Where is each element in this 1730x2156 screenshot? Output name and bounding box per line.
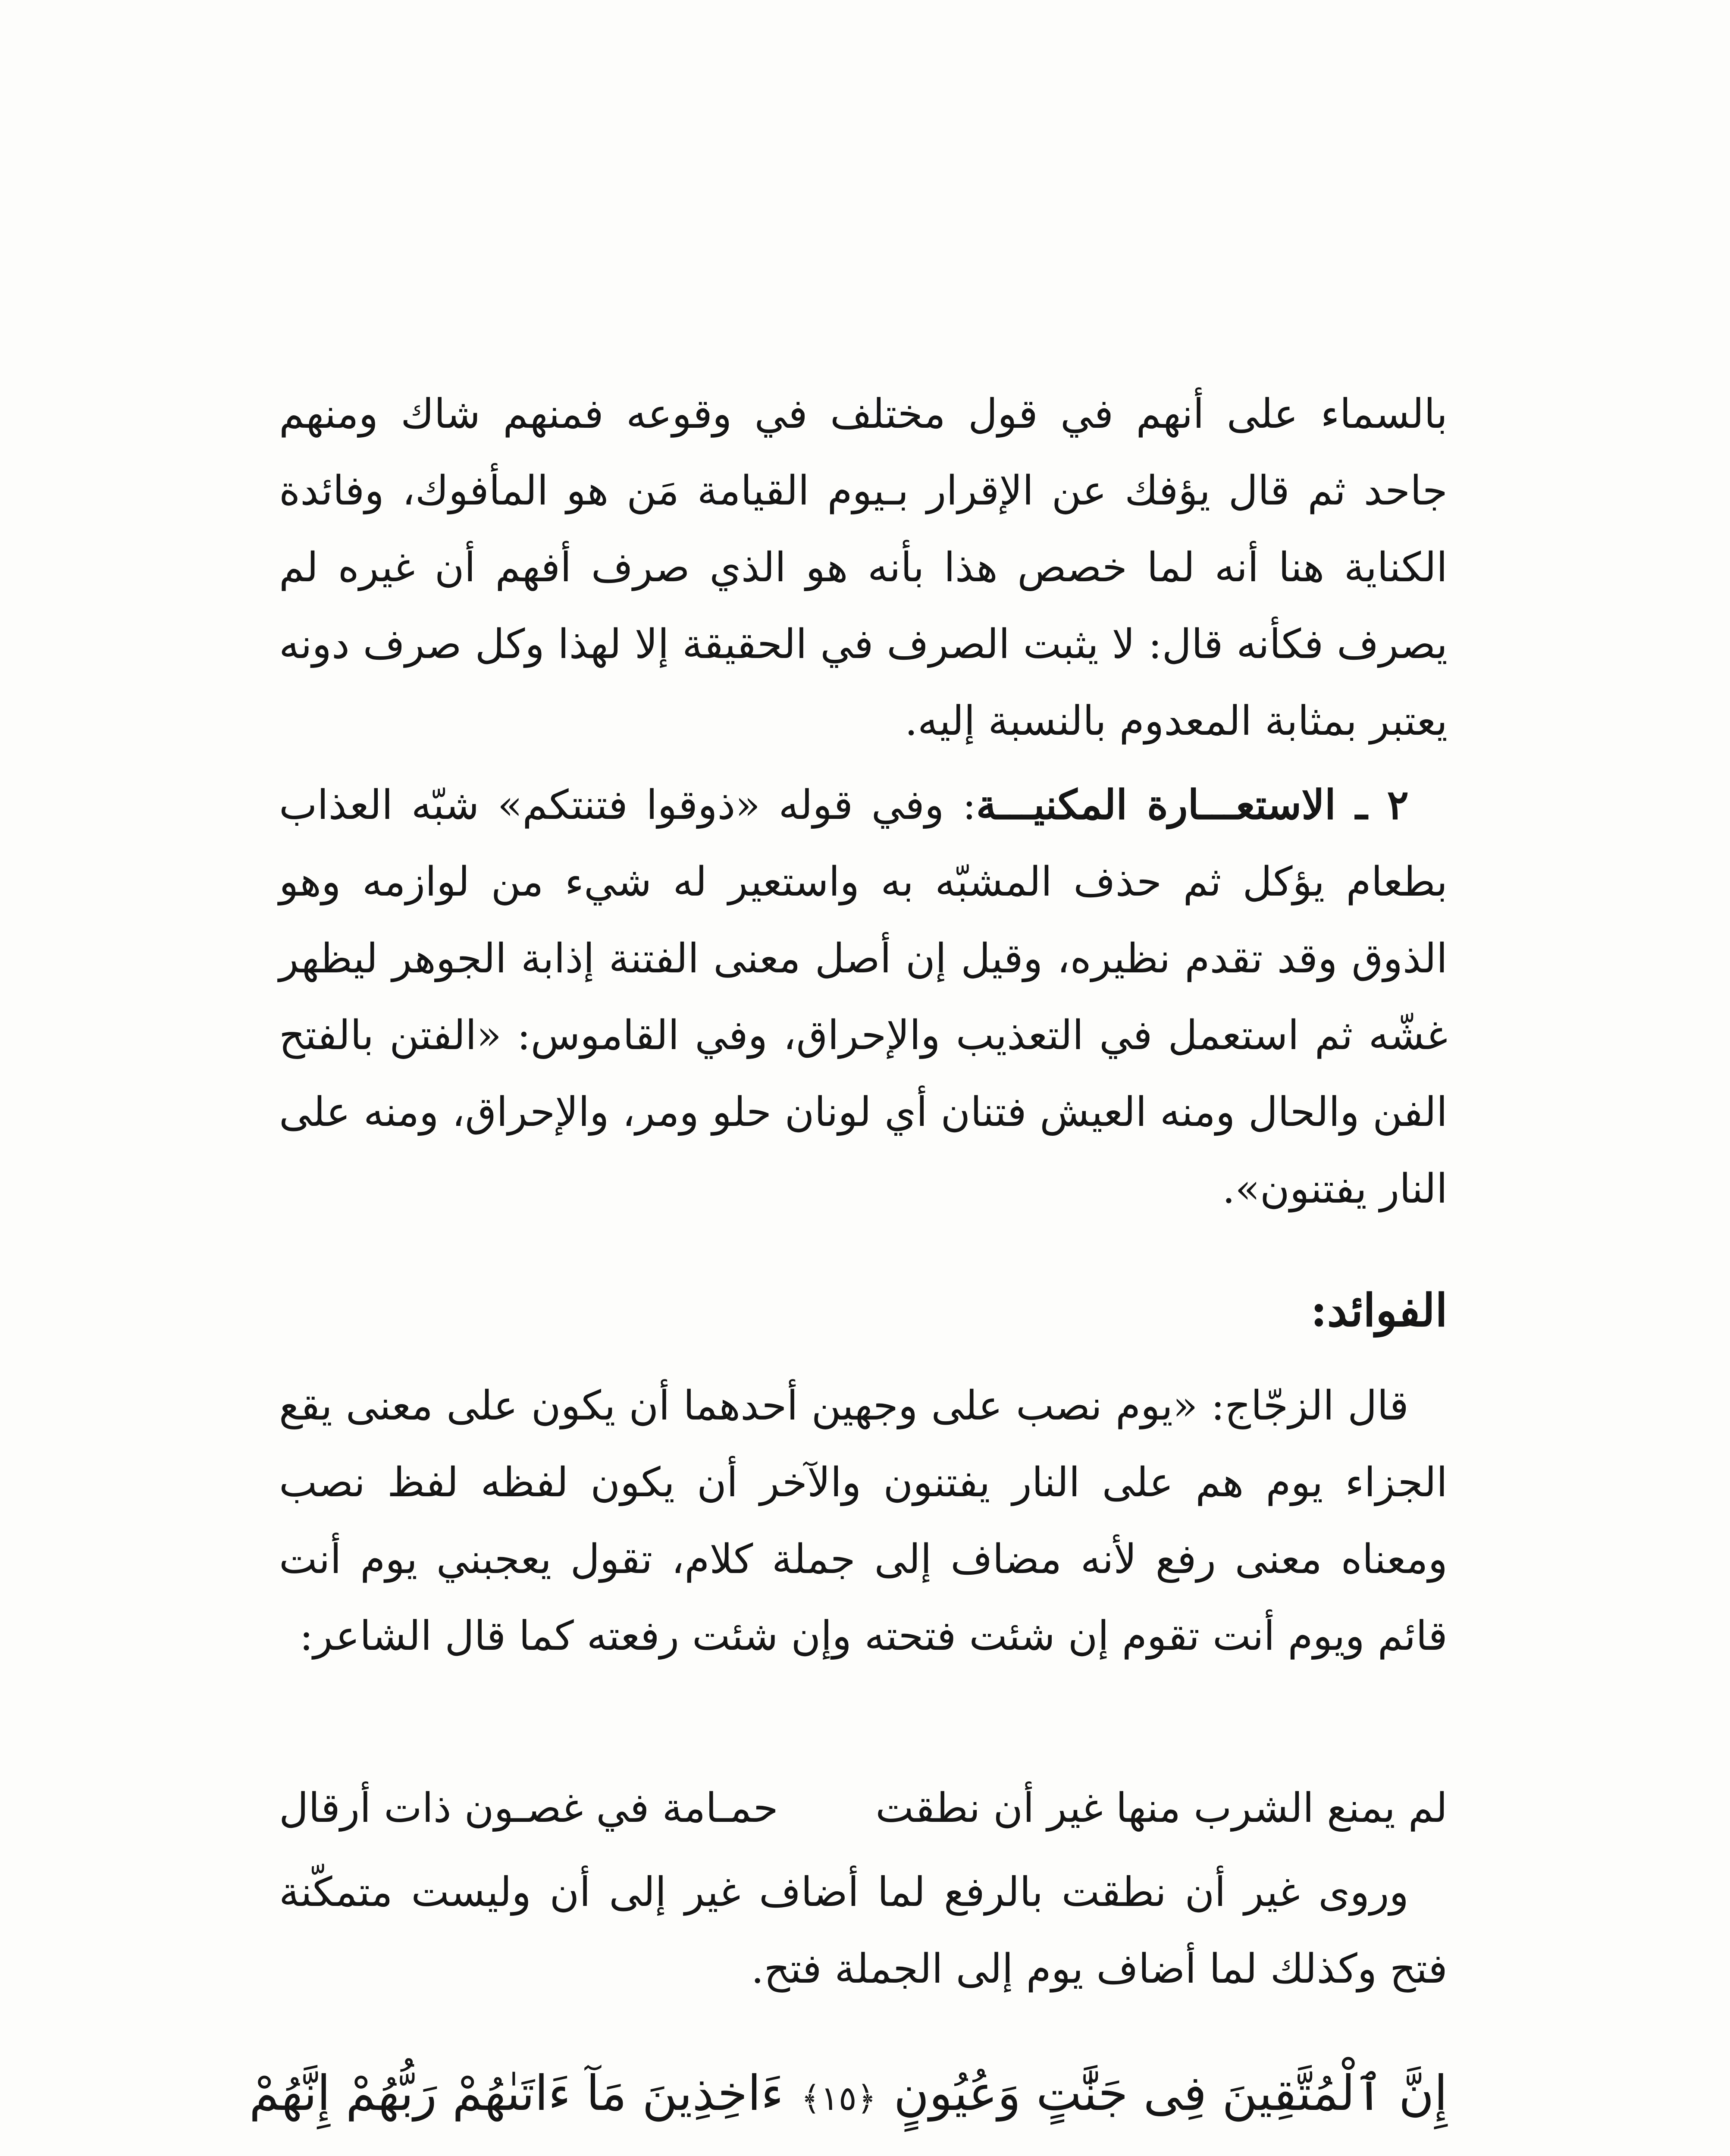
paragraph-text: قال الزجّاج: «يوم نصب على وجهين أحدهما أن يكون على معنى يقع الجزاء يوم هم على النار يفتنون والآخر أن يكون لفظه لفظ نصب ومعناه معنى رفع لأنه مضاف إلى جملة كلام، تقول يعجبني يوم أنت قائم ويوم أنت تقوم إن شئت فتحته وإن شئت رفعته كما قال الشاعر: [279, 1382, 1448, 1660]
paragraph-isti-ara [279, 767, 1448, 1228]
second-hemistich: حمـامة في غصـون ذات أرقال [279, 1785, 778, 1832]
first-hemistich: لم يمنع الشرب منها غير أن نطقت [875, 1785, 1448, 1832]
paragraph-riwaya [279, 1854, 1448, 2008]
quran-part-1: إِنَّ ٱلْمُتَّقِينَ فِى جَنَّٰتٍ وَعُيُونٍ [893, 2065, 1448, 2122]
paragraph-kinaya [279, 376, 1448, 760]
paragraph-zajjaj [279, 1368, 1448, 1675]
section-heading: الفوائد: [1310, 1284, 1448, 1337]
paragraph-text [279, 767, 1448, 1228]
poetry-verse [279, 1770, 1448, 1848]
paragraph-text: بالسماء على أنهم في قول مختلف في وقوعه فمنهم شاك ومنهم جاحد ثم قال يؤفك عن الإقرار بـيوم القيامة مَن هو المأفوك، وفائدة الكناية هنا أنه لما خصص هذا بأنه هو الذي صرف أفهم أن غيره لم يصرف فكأنه قال: لا يثبت الصرف في الحقيقة إلا لهذا وكل صرف دونه يعتبر بمثابة المعدوم بالنسبة إليه. [279, 391, 1448, 745]
quran-verse [249, 2046, 1448, 2146]
ayah-number-marker: ﴿١٥﴾ [801, 2079, 877, 2118]
rhetoric-term: ٢ ـ الاستعـــارة المكنيـــة [976, 781, 1409, 829]
paragraph-text: وروى غير أن نطقت بالرفع لما أضاف غير إلى أن وليست متمكّنة فتح وكذلك لما أضاف يوم إلى الجملة فتح. [279, 1869, 1448, 1993]
quran-part-2: ءَاخِذِينَ مَآ ءَاتَىٰهُمْ رَبُّهُمْ إِنَّهُمْ [249, 2065, 784, 2122]
paragraph-body: : وفي قوله «ذوقوا فتنتكم» شبّه العذاب بطعام يؤكل ثم حذف المشبّه به واستعير له شيء من لوازمه وهو الذوق وقد تقدم نظيره، وقيل إن أصل معنى الفتنة إذابة الجوهر ليظهر غشّه ثم استعمل في التعذيب والإحراق، وفي القاموس: «الفتن بالفتح الفن والحال ومنه العيش فتنان أي لونان حلو ومر، والإحراق، ومنه على النار يفتنون». [279, 782, 1448, 1213]
